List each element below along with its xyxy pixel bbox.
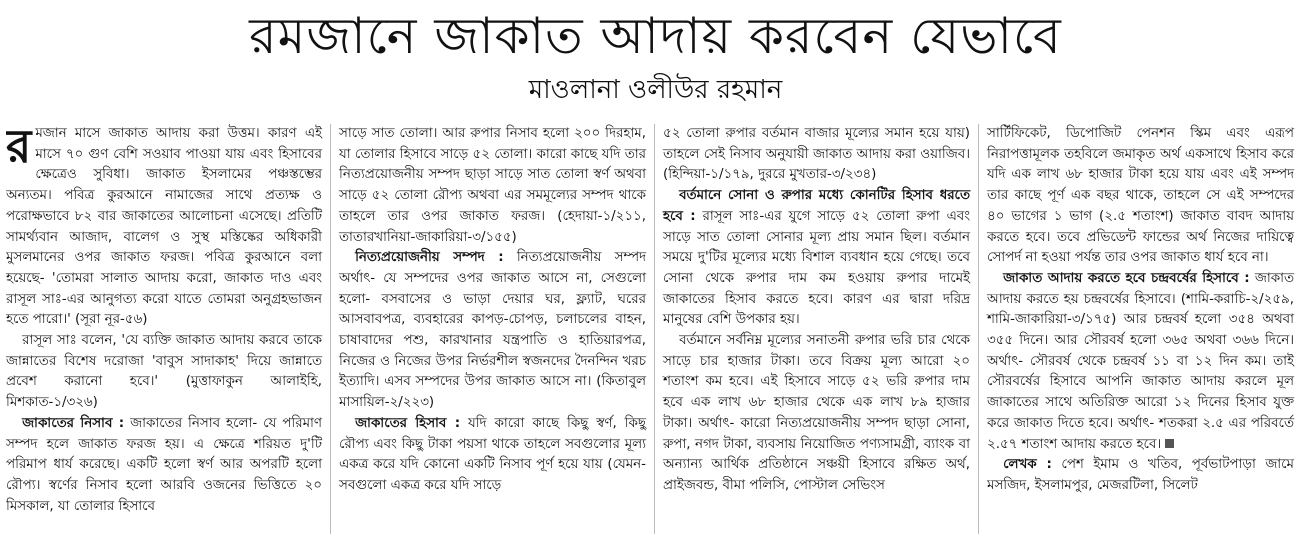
byline: মাওলানা ওলীউর রহমান (528, 75, 783, 105)
paragraph-text: মজান মাসে জাকাত আদায় করা উত্তম। কারণ এই মাসে ৭০ গুণ বেশি সওয়াব পাওয়া যায় এবং হিসাবের ক্ষেত্রেও সুবিধা। জাকাত ইসলামের পঞ্চস্তম্ভের অন্যতম। পবিত্র কুরআনে নামাজের সাথে প্রত্যক্ষ ও পরোক্ষভাবে ৮২ বার জাকাতের আলোচনা এসেছে। প্রতিটি সামর্থ্যবান আজাদ, বালেগ ও সুস্থ মস্তিষ্কের অধিকারী মুসলমানের ওপর জাকাত ফরজ। পবিত্র কুরআনে বলা হয়েছে- 'তোমরা সালাত আদায় করো, জাকাত দাও এবং রাসূল সাঃ-এর আনুগত্য করো যাতে তোমরা অনুগ্রহভাজন হতে পারো।' (সূরা নূর-৫৬) (6, 126, 322, 328)
paragraph-text: রাসূল সাঃ বলেন, 'যে ব্যক্তি জাকাত আদায় করবে তাকে জান্নাতের বিশেষ দরোজা 'বাবুস সাদাকাহ' দিয়ে জান্নাতে প্রবেশ করানো হবে।' (মুত্তাফাকুন আলাইহি, মিশকাত-১/৩২৬) (6, 333, 322, 411)
article-paragraph (663, 124, 970, 186)
paragraph-text: যদি কারো কাছে কিছু স্বর্ণ, কিছু রৌপ্য এবং কিছু টাকা পয়সা থাকে তাহলে সবগুলোর মূল্য একত্র করে যদি কোনো একটি নিসাব পূর্ণ হয়ে যায় (যেমন- সবগুলো একত্র করে যদি সাড়ে (339, 415, 646, 493)
article-paragraph (663, 186, 970, 331)
article-column (654, 124, 978, 534)
end-mark-icon (1165, 439, 1174, 448)
article-paragraph (6, 414, 322, 518)
drop-cap: র (6, 124, 32, 173)
paragraph-text: সার্টিফিকেট, ডিপোজিট পেনশন স্কিম এবং এরূপ নিরাপত্তামূলক তহবিলে জমাকৃত অর্থ একসাথে হিসাব করে যদি এক লাখ ৬৮ হাজার টাকা হয়ে যায় এবং এই সম্পদ তার কাছে পূর্ণ এক বছর থাকে, তাহলে সে এই সম্পদের ৪০ ভাগের ১ ভাগ (২.৫ শতাংশ) জাকাত বাবদ আদায় করতে হবে। তবে প্রভিডেন্ট ফান্ডের অর্থ নিজের দায়িত্বে সোপর্দ না হওয়া পর্যন্ত তার ওপর জাকাত ধার্য হবে না। (987, 126, 1294, 266)
section-heading: জাকাতের হিসাব : (355, 415, 461, 431)
paragraph-text: পেশ ইমাম ও খতিব, পূর্বভাটপাড়া জামে মসজিদ, ইসলামপুর, মেজরটিলা, সিলেট (987, 457, 1294, 493)
article-body (6, 124, 1302, 534)
paragraph-text: নিত্যপ্রয়োজনীয় সম্পদ অর্থাৎ- যে সম্পদের ওপর জাকাত আসে না, সেগুলো হলো- বসবাসের ও ভাড়া দেয়ার ঘর, ফ্ল্যাট, ঘরের আসবাবপত্র, ব্যবহারের কাপড়-চোপড়, চলাচলের বাহন, চাষাবাদের পশু, কারখানার যন্ত্রপাতি ও হাতিয়ারপত্র, নিজের ও নিজের উপর নির্ভরশীল স্বজনদের দৈনন্দিন খরচ ইত্যাদি। এসব সম্পদের উপর জাকাত আসে না। (কিতাবুল মাসায়িল-২/২২৩) (339, 250, 646, 411)
article-paragraph (339, 414, 646, 497)
article-paragraph (339, 124, 646, 248)
section-heading: লেখক : (1003, 457, 1052, 473)
article-column (6, 124, 330, 534)
section-heading: নিত্যপ্রয়োজনীয় সম্পদ : (355, 250, 504, 266)
paragraph-text: জাকাত আদায় করতে হয় চন্দ্রবর্ষের হিসাবে। (শামি-করাচি-২/২৫৯, শামি-জাকারিয়া-৩/১৭৫) আর চন্দ্রবর্ষ হলো ৩৫৪ অথবা ৩৫৫ দিনে। আর সৌরবর্ষ হলো ৩৬৫ অথবা ৩৬৬ দিনে। অর্থাৎ- সৌরবর্ষ থেকে চন্দ্রবর্ষ ১১ বা ১২ দিন কম। তাই সৌরবর্ষের হিসাবে আপনি জাকাত আদায় করলে মূল জাকাতের সাথে অতিরিক্ত আরো ১২ দিনের হিসাব যুক্ত করে জাকাত দিতে হবে। অর্থাৎ- শতকরা ২.৫ এর পরিবর্তে ২.৫৭ শতাংশ আদায় করতে হবে। (987, 270, 1295, 452)
headline: রমজানে জাকাত আদায় করবেন যেভাবে (249, 7, 1062, 65)
article-paragraph (339, 248, 646, 414)
paragraph-text: ৫২ তোলা রুপার বর্তমান বাজার মূল্যের সমান হয়ে যায়) তাহলে সেই নিসাব অনুযায়ী জাকাত আদায় করা ওয়াজিব। (হিন্দিয়া-১/১৭৯, দুররে মুখতার-৩/২৩৪) (663, 126, 970, 183)
article-paragraph (663, 331, 970, 497)
paragraph-text: জাকাতের নিসাব হলো- যে পরিমাণ সম্পদ হলে জাকাত ফরজ হয়। এ ক্ষেত্রে শরিয়ত দু'টি পরিমাপ ধার্য করেছে। একটি হলো স্বর্ণ আর অপরটি হলো রৌপ্য। স্বর্ণের নিসাব হলো আরবি ওজনের ভিত্তিতে ২০ মিসকাল, যা তোলার হিসাবে (6, 415, 323, 514)
paragraph-text: বর্তমানে সর্বনিম্ন মূল্যের সনাতনী রুপার ভরি চার থেকে সাড়ে চার হাজার টাকা। তবে বিক্রয় মূল্য আরো ২০ শতাংশ কম হবে। এই হিসাবে সাড়ে ৫২ ভরি রুপার দাম হবে এক লাখ ৬৮ হাজার থেকে এক লাখ ৮৯ হাজার টাকা। অর্থাৎ- কারো নিত্যপ্রয়োজনীয় সম্পদ ছাড়া সোনা, রুপা, নগদ টাকা, ব্যবসায় নিয়োজিত পণ্যসামগ্রী, ব্যাংক বা অন্যান্য আর্থিক প্রতিষ্ঠানে সঞ্চয়ী হিসাবে রক্ষিত অর্থ, প্রাইজবন্ড, বীমা পলিসি, পোস্টাল সেভিংস (663, 333, 970, 493)
article-paragraph (987, 269, 1294, 455)
article-paragraph (987, 124, 1294, 269)
article-column (330, 124, 654, 534)
paragraph-text: রাসূল সাঃ-এর যুগে সাড়ে ৫২ তোলা রুপা এবং সাড়ে সাত তোলা সোনার মূল্য প্রায় সমান ছিল। বর্তমান সময়ে দু'টির মূল্যের মধ্যে বিশাল ব্যবধান হয়ে গেছে। তবে সোনা থেকে রুপার দাম কম হওয়ায় রুপার দামেই জাকাতের হিসাব করতে হবে। কারণ এর দ্বারা দরিদ্র মানুষের বেশি উপকার হয়। (663, 208, 970, 328)
section-heading: বর্তমানে সোনা ও রুপার মধ্যে কোনটির হিসাব ধরতে হবে : (663, 188, 970, 224)
article-paragraph (987, 455, 1294, 496)
section-heading: জাকাত আদায় করতে হবে চন্দ্রবর্ষের হিসাবে : (1003, 270, 1250, 286)
section-heading: জাকাতের নিসাব : (22, 415, 125, 431)
paragraph-text: সাড়ে সাত তোলা। আর রুপার নিসাব হলো ২০০ দিরহাম, যা তোলার হিসাবে সাড়ে ৫২ তোলা। কারো কাছে যদি তার নিত্যপ্রয়োজনীয় সম্পদ ছাড়া সাড়ে সাত তোলা স্বর্ণ অথবা সাড়ে ৫২ তোলা রৌপ্য অথবা এর সমমূল্যের সম্পদ থাকে তাহলে তার ওপর জাকাত ফরজ। (হেদায়া-১/২১১, তাতারখানিয়া-জাকারিয়া-৩/১৫৫) (339, 126, 646, 245)
article-column (978, 124, 1302, 534)
article-paragraph (6, 124, 322, 331)
article-paragraph (6, 331, 322, 414)
